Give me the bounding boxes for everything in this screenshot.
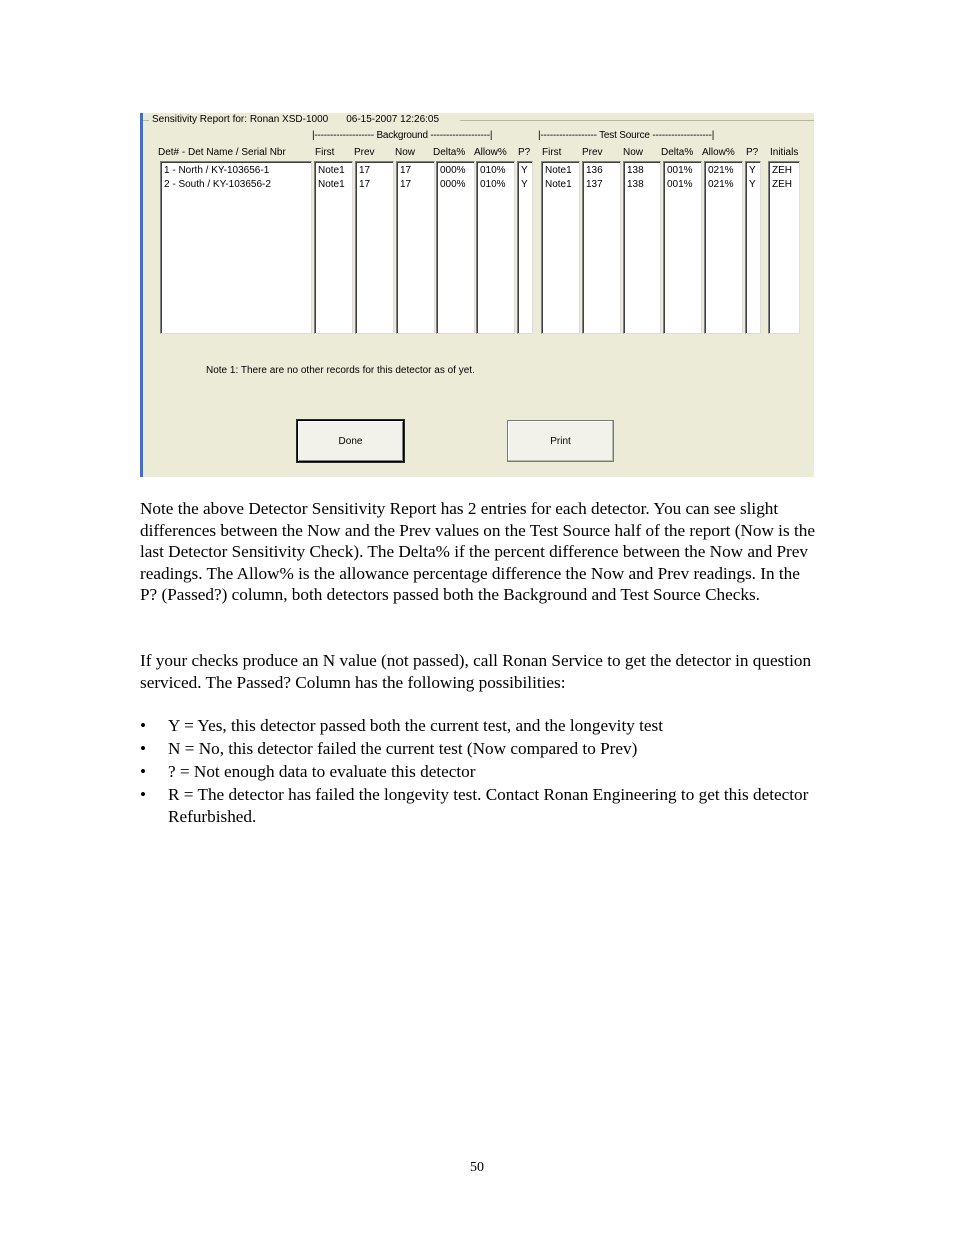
bg-passed-listbox[interactable]: [517, 161, 533, 334]
ts-first-listbox[interactable]: [541, 161, 580, 334]
bg-now-listbox[interactable]: [396, 161, 435, 334]
list-item: [140, 738, 820, 760]
column-header-bg-allow: Allow%: [474, 147, 507, 158]
list-item[interactable]: 17: [359, 179, 371, 190]
column-header-ts-allow: Allow%: [702, 147, 735, 158]
list-item[interactable]: Note1: [318, 179, 345, 190]
list-item[interactable]: 000%: [440, 179, 466, 190]
column-header-bg-prev: Prev: [354, 147, 375, 158]
page-number: 50: [470, 1160, 484, 1175]
bg-first-listbox[interactable]: [314, 161, 353, 334]
bg-prev-listbox[interactable]: [355, 161, 394, 334]
passed-possibilities-list: [140, 715, 820, 829]
bullet-icon: •: [140, 716, 147, 735]
bg-delta-listbox[interactable]: [436, 161, 475, 334]
list-item[interactable]: Y: [749, 179, 756, 190]
list-item-text: Y = Yes, this detector passed both the current test, and the longevity test: [168, 716, 663, 735]
bullet-icon: •: [140, 738, 147, 758]
list-item[interactable]: 021%: [708, 179, 734, 190]
column-header-ts-prev: Prev: [582, 147, 603, 158]
list-item[interactable]: 000%: [440, 165, 466, 176]
group-box-title: [149, 114, 460, 125]
sensitivity-report-dialog: [140, 113, 814, 477]
column-header-bg-first: First: [315, 147, 335, 158]
list-item[interactable]: Note1: [545, 179, 572, 190]
ts-now-listbox[interactable]: [623, 161, 661, 334]
list-item: [140, 784, 820, 828]
print-button[interactable]: Print: [507, 420, 614, 462]
paragraph-n-value: If your checks produce an N value (not passed), call Ronan Service to get the detector in question serviced. The Passed? Column has the following possibilities:: [140, 651, 812, 692]
column-header-ts-first: First: [542, 147, 562, 158]
list-item-text: ? = Not enough data to evaluate this detector: [168, 761, 476, 781]
test-source-section-header: |------------------ Test Source -------------------|: [538, 130, 715, 141]
report-title: Sensitivity Report for: Ronan XSD-1000: [152, 114, 329, 125]
list-item[interactable]: 17: [400, 179, 412, 190]
note-text: Note 1: There are no other records for this detector as of yet.: [206, 365, 475, 376]
det-name-listbox[interactable]: [160, 161, 312, 334]
list-item: [140, 761, 820, 783]
list-item[interactable]: 138: [627, 179, 644, 190]
column-header-bg-delta: Delta%: [433, 147, 466, 158]
list-item[interactable]: 137: [586, 179, 603, 190]
list-item[interactable]: 001%: [667, 179, 693, 190]
column-header-det: Det# - Det Name / Serial Nbr: [158, 147, 286, 158]
list-item[interactable]: 17: [359, 165, 371, 176]
ts-allow-listbox[interactable]: [704, 161, 743, 334]
list-item[interactable]: ZEH: [772, 179, 792, 190]
list-item[interactable]: 010%: [480, 165, 506, 176]
ts-prev-listbox[interactable]: [582, 161, 621, 334]
list-item-text: R = The detector has failed the longevity test. Contact Ronan Engineering to get this detector Refurbished.: [168, 784, 809, 826]
list-item[interactable]: 2 - South / KY-103656-2: [164, 179, 271, 190]
column-header-bg-now: Now: [395, 147, 416, 158]
ts-delta-listbox[interactable]: [663, 161, 702, 334]
list-item[interactable]: 1 - North / KY-103656-1: [164, 165, 270, 176]
done-button[interactable]: Done: [297, 420, 404, 462]
list-item[interactable]: Note1: [318, 165, 345, 176]
list-item[interactable]: 136: [586, 165, 603, 176]
list-item[interactable]: 17: [400, 165, 412, 176]
column-header-ts-now: Now: [623, 147, 644, 158]
report-datetime: 06-15-2007 12:26:05: [346, 114, 440, 125]
list-item[interactable]: 010%: [480, 179, 506, 190]
list-item[interactable]: 001%: [667, 165, 693, 176]
list-item[interactable]: Y: [521, 179, 528, 190]
list-item: [140, 715, 820, 737]
list-item[interactable]: ZEH: [772, 165, 792, 176]
column-header-ts-delta: Delta%: [661, 147, 694, 158]
list-item[interactable]: Y: [749, 165, 756, 176]
list-item[interactable]: 138: [627, 165, 644, 176]
bullet-icon: •: [140, 784, 147, 804]
column-header-ts-passed: P?: [746, 147, 759, 158]
column-header-initials: Initials: [770, 147, 799, 158]
paragraph-report-explanation: Note the above Detector Sensitivity Report has 2 entries for each detector. You can see slight differences between the Now and the Prev values on the Test Source half of the report (Now is the last Detector Sensitivity Check). The Delta% if the percent difference between the Now and Prev readings. The Allow% is the allowance percentage difference the Now and Prev readings. In the P? (Passed?) column, both detectors passed both the Background and Test Source Checks.: [140, 499, 815, 604]
ts-passed-listbox[interactable]: [745, 161, 761, 334]
list-item[interactable]: Y: [521, 165, 528, 176]
background-section-header: |------------------- Background -------------------|: [312, 130, 493, 141]
column-header-bg-passed: P?: [518, 147, 531, 158]
list-item[interactable]: Note1: [545, 165, 572, 176]
initials-listbox[interactable]: [768, 161, 800, 334]
bg-allow-listbox[interactable]: [476, 161, 515, 334]
bullet-icon: •: [140, 761, 147, 781]
list-item-text: N = No, this detector failed the current test (Now compared to Prev): [168, 738, 638, 758]
list-item[interactable]: 021%: [708, 165, 734, 176]
